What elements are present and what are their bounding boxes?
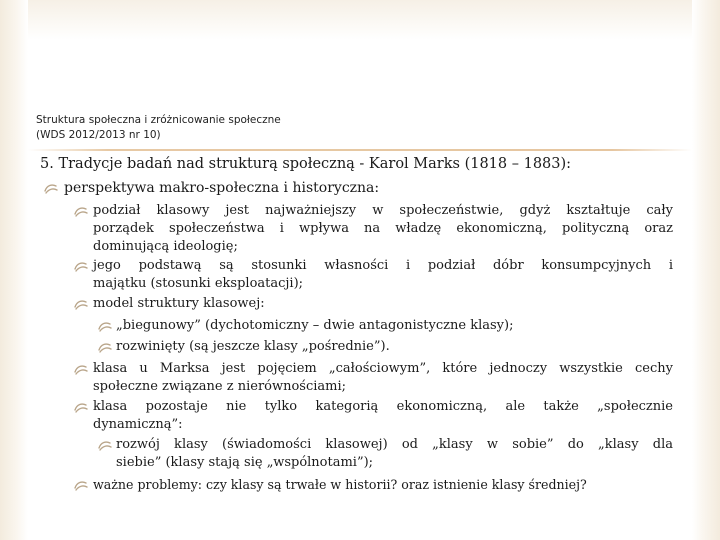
list-item-line: porządek społeczeństwa i wpływa na władzę ekonomiczną, polityczną oraz [93,221,673,236]
list-item-line: majątku (stosunki eksploatacji); [93,276,304,291]
swirl-bullet-icon [74,261,86,273]
swirl-bullet-icon [74,402,86,414]
swirl-bullet-icon [98,440,110,452]
sub-item-line: „biegunowy” (dychotomiczny – dwie antagonistyczne klasy); [116,318,514,333]
list-item-line: dominującą ideologię; [93,239,238,254]
level1-text: perspektywa makro-społeczna i historyczna: [64,180,380,196]
list-item-line: ważne problemy: czy klasy są trwałe w historii? oraz istnienie klasy średniej? [93,477,587,492]
list-item-line: podział klasowy jest najważniejszy w społeczeństwie, gdyż kształtuje cały [93,203,673,218]
swirl-bullet-icon [74,299,86,311]
swirl-bullet-icon [44,183,56,195]
swirl-bullet-icon [98,342,110,354]
swirl-bullet-icon [74,480,86,492]
slide-heading: 5. Tradycje badań nad strukturą społeczną - Karol Marks (1818 – 1883): [40,156,572,172]
swirl-bullet-icon [74,206,86,218]
swirl-bullet-icon [98,321,110,333]
swirl-bullet-icon [74,364,86,376]
header-title: Struktura społeczna i zróżnicowanie społeczne [36,114,281,126]
header-subtitle: (WDS 2012/2013 nr 10) [36,129,161,141]
list-item-line: klasa u Marksa jest pojęciem „całościowym”, które jednoczy wszystkie cechy [93,361,673,376]
list-item-line: klasa pozostaje nie tylko kategorią ekonomiczną, ale także „społecznie [93,399,673,414]
list-item-line: jego podstawą są stosunki własności i podział dóbr konsumpcyjnych i [93,258,673,273]
list-item-line: model struktury klasowej: [93,296,265,311]
sub-item-line: rozwój klasy (świadomości klasowej) od „klasy w sobie” do „klasy dla [116,437,673,452]
sub-item-line: rozwinięty (są jeszcze klasy „pośrednie”). [116,339,390,354]
list-item-line: społeczne związane z nierównościami; [93,379,347,394]
list-item-line: dynamiczną”: [93,417,183,432]
sub-item-line: siebie” (klasy stają się „wspólnotami”); [116,455,374,470]
